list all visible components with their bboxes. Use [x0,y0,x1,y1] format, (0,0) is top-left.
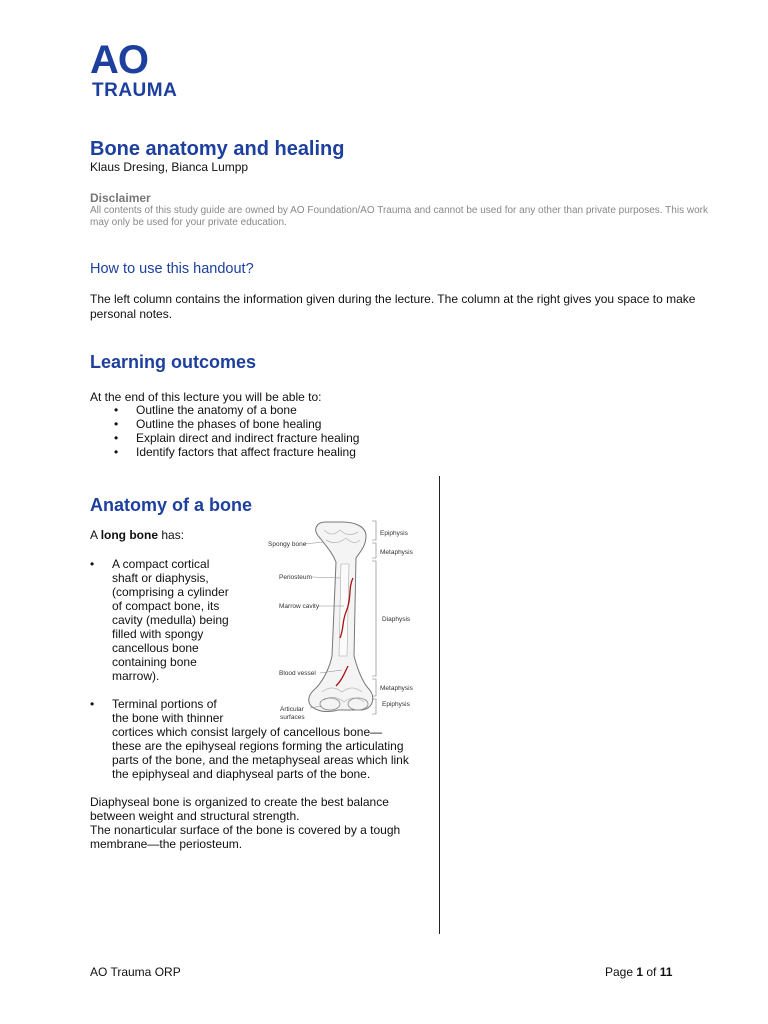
leader-line [304,542,324,544]
page-of: of [643,965,660,979]
page-label: Page [605,965,637,979]
bracket-metaphysis-top [372,543,376,558]
outcomes-intro: At the end of this lecture you will be able to: [90,390,322,404]
outcomes-heading: Learning outcomes [90,352,257,372]
text-line: (comprising a cylinder [112,585,229,599]
text-line: these are the epihyseal regions forming the articulating [112,739,404,753]
text-line: membrane—the periosteum. [90,837,243,851]
howto-heading: How to use this handout? [90,261,254,277]
howto-text: The left column contains the information given during the lecture. The column at the right gives you space to make personal notes. [90,292,696,321]
label-articular: Articular [280,706,304,713]
long-bone-diagram [262,516,422,722]
outcome-item: • Outline the anatomy of a bone [110,403,359,417]
text-line: the epiphyseal and diaphyseal parts of the bone. [112,767,371,781]
label-diaphysis: Diaphysis [382,616,411,623]
bracket-diaphysis [372,561,376,676]
text-line: marrow). [112,669,160,683]
long-bone-intro [90,528,184,542]
page-current: 1 [636,965,644,979]
label-periosteum: Periosteum [279,574,312,581]
bullet-2-dot: • [90,697,95,711]
marrow-cavity [339,564,349,656]
lb-suffix: has: [158,528,185,542]
label-metaphysis-top: Metaphysis [380,549,413,556]
anatomy-heading: Anatomy of a bone [90,495,253,515]
outcome-item: • Identify factors that affect fracture healing [110,445,359,459]
label-blood-vessel: Blood vessel [279,670,316,677]
text-line: The nonarticular surface of the bone is covered by a tough [90,823,401,837]
label-marrow-cavity: Marrow cavity [279,603,320,610]
column-divider [439,476,440,934]
text-line: Terminal portions of [112,697,217,711]
bracket-metaphysis-bottom [372,679,376,696]
logo-ao: AO [90,38,148,82]
bullet-1-text [112,557,229,683]
text-line: cortices which consist largely of cancellous bone— [112,725,383,739]
text-line: cavity (medulla) being [112,613,229,627]
label-epiphysis-bottom: Epiphysis [382,701,410,708]
outcome-item: • Outline the phases of bone healing [110,417,359,431]
text-line: the bone with thinner [112,711,224,725]
text-line: parts of the bone, and the metaphyseal areas which link [112,753,409,767]
disclaimer-heading: Disclaimer [90,191,151,205]
label-surfaces: surfaces [280,714,305,721]
disclaimer-text: All contents of this study guide are owned by AO Foundation/AO Trauma and cannot be used for any other than private purposes. This work may only be used for your private education. [90,205,708,228]
outcome-item: • Explain direct and indirect fracture healing [110,431,359,445]
text-line: between weight and structural strength. [90,809,300,823]
document-title: Bone anatomy and healing [90,138,345,160]
text-line: of compact bone, its [112,599,220,613]
authors: Klaus Dresing, Bianca Lumpp [90,160,249,174]
logo-trauma: TRAUMA [92,80,178,101]
bracket-epiphysis-top [372,521,376,540]
bullet-1-dot: • [90,557,95,571]
text-line: containing bone [112,655,197,669]
text-line: shaft or diaphysis, [112,571,209,585]
page-total: 11 [659,965,673,979]
diaphyseal-paragraph [90,795,400,851]
label-metaphysis-bottom: Metaphysis [380,685,413,692]
text-line: A compact cortical [112,557,210,571]
text-line: Diaphyseal bone is organized to create the best balance [90,795,389,809]
text-line: filled with spongy [112,627,204,641]
page-number [605,965,672,979]
label-epiphysis-top: Epiphysis [380,530,408,537]
lb-bold: long bone [100,528,159,542]
text-line: cancellous bone [112,641,199,655]
outcomes-list [110,403,359,459]
label-spongy-bone: Spongy bone [268,541,307,548]
footer-left: AO Trauma ORP [90,965,181,979]
lb-prefix: A [90,528,101,542]
